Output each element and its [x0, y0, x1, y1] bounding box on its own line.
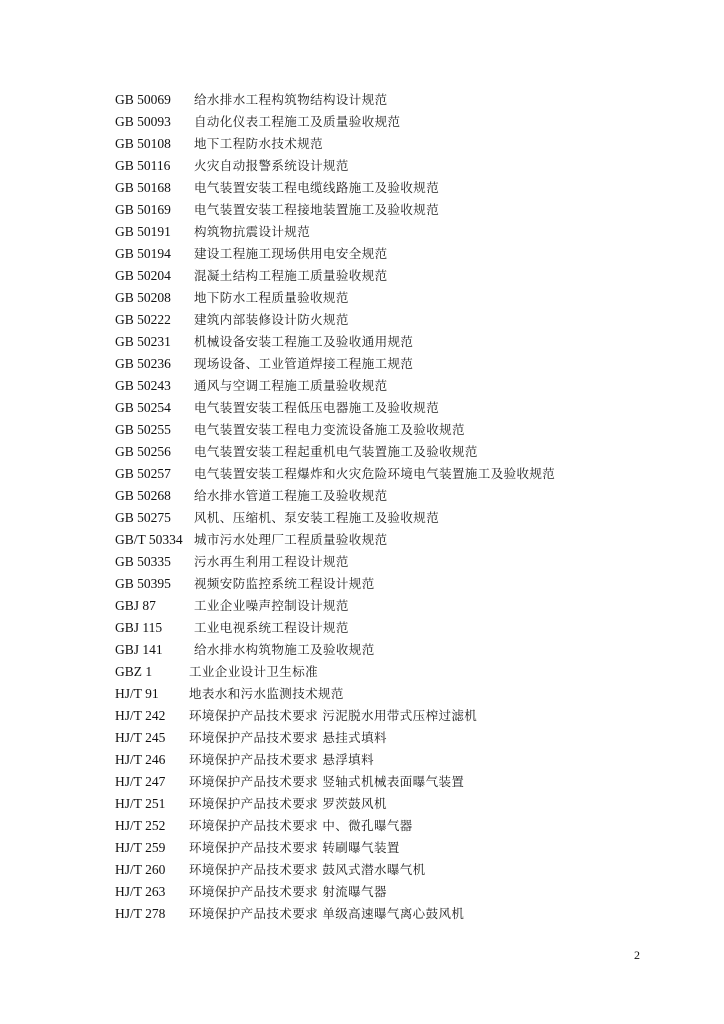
standard-title: 电气装置安装工程电力变流设备施工及验收规范 [194, 422, 465, 437]
standard-title: 自动化仪表工程施工及质量验收规范 [194, 114, 401, 129]
standard-row [115, 199, 675, 221]
standard-row [115, 529, 675, 551]
standard-title: 通风与空调工程施工质量验收规范 [194, 378, 388, 393]
standard-row [115, 727, 675, 749]
standard-row [115, 837, 675, 859]
standard-row [115, 507, 675, 529]
standard-row [115, 463, 675, 485]
standard-code: HJ/T 252 [115, 818, 166, 833]
standard-row [115, 771, 675, 793]
standard-code: HJ/T 259 [115, 840, 166, 855]
standard-row [115, 705, 675, 727]
standard-title: 工业企业噪声控制设计规范 [194, 598, 349, 613]
standard-code: GB 50256 [115, 444, 171, 459]
standard-code: GB 50222 [115, 312, 171, 327]
standard-code: GB 50169 [115, 202, 171, 217]
standard-row [115, 595, 675, 617]
standard-title: 建筑内部装修设计防火规范 [194, 312, 349, 327]
standard-title: 电气装置安装工程低压电器施工及验收规范 [194, 400, 440, 415]
standard-row [115, 155, 675, 177]
standard-title: 工业电视系统工程设计规范 [194, 620, 349, 635]
standard-code: GB 50208 [115, 290, 171, 305]
standard-code: HJ/T 91 [115, 686, 159, 701]
standard-title: 环境保护产品技术要求 污泥脱水用带式压榨过滤机 [189, 708, 478, 723]
standard-title: 给水排水工程构筑物结构设计规范 [194, 92, 388, 107]
standard-code: GB 50335 [115, 554, 171, 569]
standards-list [115, 89, 675, 925]
standard-row [115, 353, 675, 375]
standard-title: 地表水和污水监测技术规范 [189, 686, 344, 701]
standard-row [115, 397, 675, 419]
standard-code: GBJ 115 [115, 620, 163, 635]
standard-row [115, 661, 675, 683]
standard-code: GB 50116 [115, 158, 171, 173]
standard-code: HJ/T 260 [115, 862, 166, 877]
standard-row [115, 793, 675, 815]
standard-title: 电气装置安装工程爆炸和火灾危险环境电气装置施工及验收规范 [194, 466, 556, 481]
standard-row [115, 749, 675, 771]
standard-title: 环境保护产品技术要求 悬挂式填料 [189, 730, 387, 745]
standard-title: 视频安防监控系统工程设计规范 [194, 576, 375, 591]
standard-row [115, 331, 675, 353]
standard-title: 环境保护产品技术要求 罗茨鼓风机 [189, 796, 387, 811]
standard-title: 建设工程施工现场供用电安全规范 [194, 246, 388, 261]
standard-title: 环境保护产品技术要求 竖轴式机械表面曝气装置 [189, 774, 465, 789]
standard-row [115, 243, 675, 265]
standard-title: 电气装置安装工程起重机电气装置施工及验收规范 [194, 444, 478, 459]
standard-title: 环境保护产品技术要求 单级高速曝气离心鼓风机 [189, 906, 465, 921]
standard-code: HJ/T 242 [115, 708, 166, 723]
standard-code: GB 50108 [115, 136, 171, 151]
standard-code: GB/T 50334 [115, 532, 183, 547]
standard-row [115, 441, 675, 463]
standard-row [115, 903, 675, 925]
standard-title: 环境保护产品技术要求 转刷曝气装置 [189, 840, 400, 855]
standard-code: GBZ 1 [115, 664, 153, 679]
standard-title: 现场设备、工业管道焊接工程施工规范 [194, 356, 414, 371]
standard-code: GB 50204 [115, 268, 171, 283]
standard-row [115, 221, 675, 243]
standard-title: 机械设备安装工程施工及验收通用规范 [194, 334, 414, 349]
standard-row [115, 639, 675, 661]
standard-row [115, 375, 675, 397]
standard-code: GBJ 141 [115, 642, 163, 657]
standard-code: GB 50069 [115, 92, 171, 107]
standard-code: HJ/T 246 [115, 752, 166, 767]
standard-title: 火灾自动报警系统设计规范 [194, 158, 349, 173]
page-number: 2 [634, 948, 640, 962]
standard-code: GB 50275 [115, 510, 171, 525]
standard-row [115, 551, 675, 573]
standard-title: 给水排水管道工程施工及验收规范 [194, 488, 388, 503]
standard-code: HJ/T 263 [115, 884, 166, 899]
standard-title: 地下防水工程质量验收规范 [194, 290, 349, 305]
standard-row [115, 485, 675, 507]
standard-code: GBJ 87 [115, 598, 156, 613]
standard-row [115, 265, 675, 287]
standard-title: 环境保护产品技术要求 悬浮填料 [189, 752, 374, 767]
standard-code: GB 50236 [115, 356, 171, 371]
standard-row [115, 111, 675, 133]
standard-code: GB 50395 [115, 576, 171, 591]
standard-row [115, 287, 675, 309]
standard-code: GB 50243 [115, 378, 171, 393]
standard-row [115, 89, 675, 111]
standard-row [115, 133, 675, 155]
standard-row [115, 859, 675, 881]
standard-row [115, 683, 675, 705]
standard-row [115, 617, 675, 639]
standard-title: 污水再生利用工程设计规范 [194, 554, 349, 569]
standard-code: HJ/T 245 [115, 730, 166, 745]
standard-code: GB 50254 [115, 400, 171, 415]
standard-row [115, 177, 675, 199]
standard-row [115, 815, 675, 837]
standard-code: GB 50168 [115, 180, 171, 195]
standard-code: HJ/T 247 [115, 774, 166, 789]
standard-code: HJ/T 278 [115, 906, 166, 921]
standard-row [115, 881, 675, 903]
standard-row [115, 573, 675, 595]
standard-title: 构筑物抗震设计规范 [194, 224, 311, 239]
standard-code: GB 50257 [115, 466, 171, 481]
standard-title: 给水排水构筑物施工及验收规范 [194, 642, 375, 657]
standard-title: 城市污水处理厂工程质量验收规范 [194, 532, 388, 547]
standard-title: 环境保护产品技术要求 鼓风式潜水曝气机 [189, 862, 426, 877]
standard-title: 地下工程防水技术规范 [194, 136, 324, 151]
standard-row [115, 309, 675, 331]
standard-code: HJ/T 251 [115, 796, 166, 811]
standard-code: GB 50268 [115, 488, 171, 503]
standard-row [115, 419, 675, 441]
standard-code: GB 50255 [115, 422, 171, 437]
standard-title: 工业企业设计卫生标准 [189, 664, 319, 679]
standard-title: 环境保护产品技术要求 中、微孔曝气器 [189, 818, 413, 833]
standard-title: 电气装置安装工程电缆线路施工及验收规范 [194, 180, 440, 195]
standard-code: GB 50191 [115, 224, 171, 239]
standard-title: 混凝土结构工程施工质量验收规范 [194, 268, 388, 283]
standard-code: GB 50231 [115, 334, 171, 349]
standard-code: GB 50093 [115, 114, 171, 129]
standard-title: 风机、压缩机、泵安装工程施工及验收规范 [194, 510, 440, 525]
standard-code: GB 50194 [115, 246, 171, 261]
standard-title: 电气装置安装工程接地装置施工及验收规范 [194, 202, 440, 217]
standard-title: 环境保护产品技术要求 射流曝气器 [189, 884, 387, 899]
